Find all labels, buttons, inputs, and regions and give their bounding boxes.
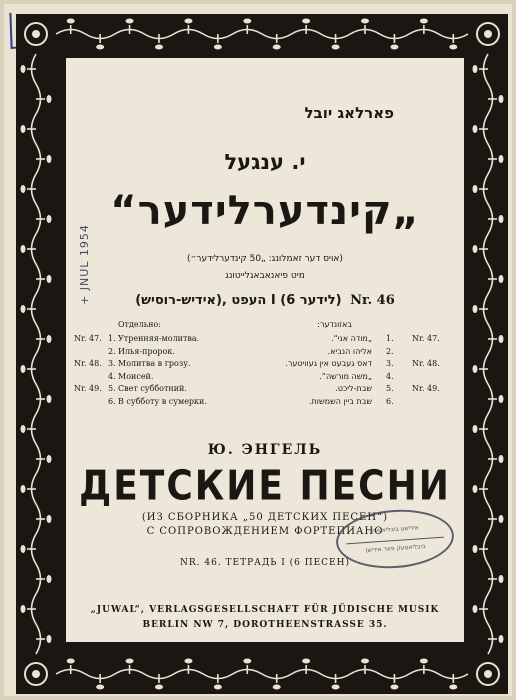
russian-song-nr: Nr. 47. xyxy=(74,334,102,343)
leaf xyxy=(47,95,52,103)
leaf xyxy=(499,575,504,583)
yiddish-song-title: דאס געבעט אין געוויטער. xyxy=(285,359,372,368)
leaf xyxy=(184,659,192,664)
leaf xyxy=(390,45,398,50)
leaf xyxy=(361,19,369,24)
leaf xyxy=(47,395,52,403)
leaf xyxy=(96,685,104,690)
leaf xyxy=(21,605,26,613)
corner-dot xyxy=(32,30,40,38)
leaf xyxy=(499,335,504,343)
leaf xyxy=(499,155,504,163)
leaf xyxy=(21,125,26,133)
russian-accompaniment: С СОПРОВОЖДЕНИЕМ ФОРТЕПИАНО xyxy=(146,526,384,537)
leaf xyxy=(473,485,478,493)
yiddish-song-title: שבת-ליכט. xyxy=(335,384,372,393)
leaf xyxy=(473,125,478,133)
title-panel xyxy=(64,56,466,644)
russian-song-number: 6. xyxy=(108,396,116,406)
leaf xyxy=(47,515,52,523)
leaf xyxy=(332,685,340,690)
yiddish-subtitle: (אויס דער זאמלונג: „50 קינדערלידער״) xyxy=(187,254,343,264)
corner-dot xyxy=(484,30,492,38)
title-page xyxy=(4,4,512,696)
yiddish-number: Nr. 46 xyxy=(350,293,395,308)
leaf xyxy=(47,635,52,643)
yiddish-author: י. ענגעל xyxy=(224,150,306,174)
leaf xyxy=(499,515,504,523)
russian-song-number: 2. xyxy=(108,346,116,356)
leaf xyxy=(21,305,26,313)
yiddish-accompaniment: מיט פיאנאבאגלייטונג xyxy=(225,271,305,281)
russian-song-number: 1. xyxy=(108,334,116,343)
leaf xyxy=(21,485,26,493)
leaf xyxy=(21,365,26,373)
yiddish-song-number: 1. xyxy=(386,334,394,343)
accession-stamp: + JNUL 1954 xyxy=(77,224,91,305)
yiddish-song-nr: Nr. 49. xyxy=(412,384,440,393)
leaf xyxy=(47,455,52,463)
corner-dot xyxy=(32,670,40,678)
leaf xyxy=(473,605,478,613)
leaf xyxy=(273,45,281,50)
vine xyxy=(56,30,468,39)
leaf xyxy=(473,65,478,73)
leaf xyxy=(332,45,340,50)
leaf xyxy=(21,185,26,193)
leaf xyxy=(473,185,478,193)
russian-song-nr: Nr. 49. xyxy=(74,384,102,393)
yiddish-song-number: 4. xyxy=(386,371,394,381)
vine xyxy=(32,54,41,654)
leaf xyxy=(499,215,504,223)
vine xyxy=(484,54,493,654)
leaf xyxy=(302,659,310,664)
leaf xyxy=(473,545,478,553)
russian-song-title: Утренняя-молитва. xyxy=(118,334,200,343)
leaf xyxy=(420,19,428,24)
library-stamp-line2: ביבליאטעק פאר אידישן xyxy=(365,542,426,555)
leaf xyxy=(67,19,75,24)
vine xyxy=(56,670,468,679)
leaf xyxy=(449,685,457,690)
leaf xyxy=(47,335,52,343)
yiddish-song-nr: Nr. 48. xyxy=(412,359,440,368)
yiddish-title: „קינדערלידער“ xyxy=(110,188,420,234)
russian-song-title: Моисей. xyxy=(118,371,154,381)
publisher-name: „JUWAL“, VERLAGSGESELLSCHAFT FÜR JÜDISCHE MUSIK xyxy=(90,605,440,615)
leaf xyxy=(155,685,163,690)
russian-number-line: NR. 46. ТЕТРАДЬ I (6 ПЕСЕН) xyxy=(180,558,350,568)
leaf xyxy=(126,19,134,24)
leaf xyxy=(473,425,478,433)
leaf xyxy=(47,275,52,283)
leaf xyxy=(96,45,104,50)
yiddish-song-nr: Nr. 47. xyxy=(412,334,440,343)
leaf xyxy=(214,685,222,690)
yiddish-publisher: פארלאג יובל xyxy=(304,104,394,122)
library-stamp-line1: אידישע ביבליאטעק xyxy=(369,524,419,535)
leaf xyxy=(47,575,52,583)
leaf xyxy=(21,545,26,553)
leaf xyxy=(449,45,457,50)
leaf xyxy=(499,95,504,103)
russian-author: Ю. ЭНГЕЛЬ xyxy=(207,442,323,458)
leaf xyxy=(21,425,26,433)
yiddish-volume: (אידיש-רוסיש), העפט I (6 לידער) xyxy=(135,293,342,308)
leaf xyxy=(420,659,428,664)
leaf xyxy=(302,19,310,24)
leaf xyxy=(499,455,504,463)
russian-song-number: 4. xyxy=(108,371,116,381)
corner-dot xyxy=(484,670,492,678)
leaf xyxy=(243,19,251,24)
leaf xyxy=(184,19,192,24)
russian-song-title: Свет субботний. xyxy=(118,384,187,393)
yiddish-number-line xyxy=(66,293,464,308)
yiddish-song-title: „מודה אני“. xyxy=(331,334,372,343)
leaf xyxy=(499,275,504,283)
yiddish-song-number: 3. xyxy=(386,359,394,368)
yiddish-song-number: 6. xyxy=(386,396,394,406)
russian-song-title: В субботу в сумерки. xyxy=(118,396,207,406)
yiddish-song-title: שבת ביין השמשות. xyxy=(309,396,372,406)
publisher-address: BERLIN NW 7, DOROTHEENSTRASSE 35. xyxy=(142,620,388,630)
leaf xyxy=(243,659,251,664)
leaf xyxy=(67,659,75,664)
russian-subtitle: (ИЗ СБОРНИКА „50 ДЕТСКИХ ПЕСЕН“) xyxy=(141,512,389,523)
leaf xyxy=(390,685,398,690)
russian-song-number: 3. xyxy=(108,359,116,368)
leaf xyxy=(126,659,134,664)
russian-song-title: Илья-пророк. xyxy=(118,346,175,356)
leaf xyxy=(21,65,26,73)
ornamental-border xyxy=(16,14,508,694)
leaf xyxy=(155,45,163,50)
leaf xyxy=(47,215,52,223)
leaf xyxy=(21,245,26,253)
yiddish-song-title: „משה מורשה“. xyxy=(319,371,372,381)
yiddish-separately-label: באזונדער: xyxy=(317,320,352,329)
leaf xyxy=(214,45,222,50)
yiddish-song-number: 2. xyxy=(386,346,394,356)
leaf xyxy=(273,685,281,690)
russian-song-nr: Nr. 48. xyxy=(74,359,102,368)
leaf xyxy=(499,635,504,643)
leaf xyxy=(499,395,504,403)
yiddish-song-number: 5. xyxy=(386,384,394,393)
leaf xyxy=(473,245,478,253)
russian-separately-label: Отдельно: xyxy=(118,320,161,329)
yiddish-song-title: אליהו הנביא. xyxy=(327,346,372,356)
leaf xyxy=(47,155,52,163)
leaf xyxy=(361,659,369,664)
leaf xyxy=(473,365,478,373)
russian-song-title: Молитва в грозу. xyxy=(118,359,191,368)
russian-title: ДЕТСКИЕ ПЕСНИ xyxy=(79,462,451,511)
russian-song-number: 5. xyxy=(108,384,116,393)
leaf xyxy=(473,305,478,313)
